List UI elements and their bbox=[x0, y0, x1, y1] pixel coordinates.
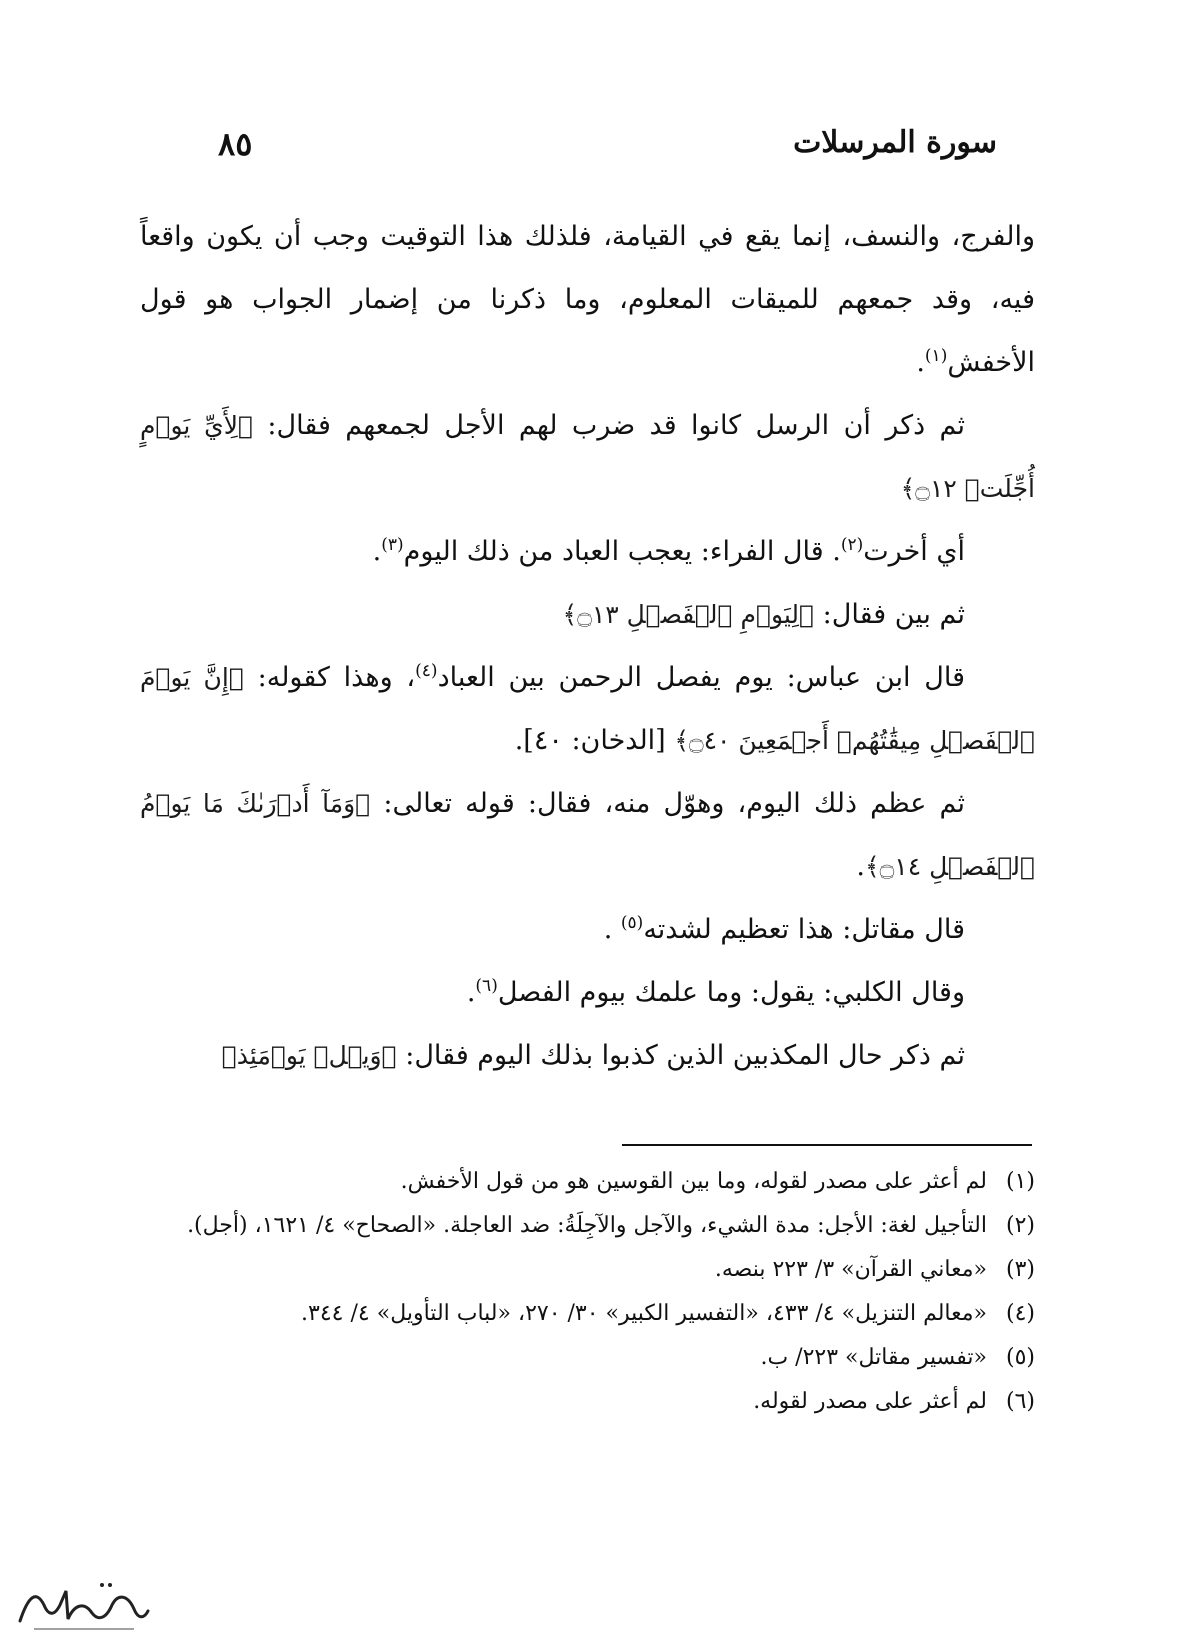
paragraph-text-mid: ، وهذا كقوله: bbox=[243, 662, 416, 693]
footnote-text: «معاني القرآن» ٣/ ٢٢٣ بنصه. bbox=[714, 1257, 987, 1282]
paragraph-8 bbox=[140, 961, 1035, 1024]
footnote-text: التأجيل لغة: الأجل: مدة الشيء، والآجل والآجِلَةُ: ضد العاجلة. «الصحاح» ٤/ ١٦٢١، (أجل). bbox=[187, 1213, 987, 1238]
footnote-ref: (٥) bbox=[620, 913, 644, 933]
footnote-6 bbox=[140, 1380, 1035, 1424]
paragraph-text: أي أخرت bbox=[863, 536, 965, 567]
paragraph-text-end: . bbox=[916, 347, 925, 378]
footnote-ref: (٦) bbox=[475, 976, 498, 996]
paragraph-text-end: . bbox=[856, 851, 865, 882]
page-number: ٨٥ bbox=[218, 125, 253, 163]
paragraph-3 bbox=[140, 520, 1035, 583]
quran-verse: ﴿إِنَّ يَوۡمَ ٱلۡفَصۡلِ مِيقَٰتُهُمۡ أَجۡمَعِينَ ۝٤٠﴾ bbox=[140, 663, 1035, 755]
paragraph-6 bbox=[140, 772, 1035, 898]
paragraph-text-end: . bbox=[372, 536, 382, 567]
paragraph-text-mid: . قال الفراء: يعجب العباد من ذلك اليوم bbox=[403, 536, 841, 567]
quran-verse: ﴿لِأَيِّ يَوۡمٍ أُجِّلَتۡ ۝١٢﴾ bbox=[140, 411, 1035, 503]
quran-verse: ﴿لِيَوۡمِ ٱلۡفَصۡلِ ۝١٣﴾ bbox=[562, 600, 815, 629]
footnote-number: (٦) bbox=[1005, 1389, 1035, 1414]
footnote-5 bbox=[140, 1336, 1035, 1380]
footnotes bbox=[140, 1160, 1035, 1424]
body-text bbox=[140, 205, 1035, 1087]
footnote-3 bbox=[140, 1248, 1035, 1292]
page-header bbox=[0, 125, 1185, 175]
publisher-logo-icon bbox=[14, 1575, 154, 1635]
paragraph-text: قال ابن عباس: يوم يفصل الرحمن بين العباد bbox=[437, 662, 966, 693]
paragraph-9 bbox=[140, 1024, 1035, 1087]
footnote-number: (٥) bbox=[1005, 1345, 1035, 1370]
footnote-text: لم أعثر على مصدر لقوله. bbox=[753, 1389, 987, 1414]
paragraph-text-end: . bbox=[603, 914, 621, 945]
footnote-text: «معالم التنزيل» ٤/ ٤٣٣، «التفسير الكبير» ٣٠/ ٢٧٠، «لباب التأويل» ٤/ ٣٤٤. bbox=[301, 1301, 987, 1326]
footnote-number: (١) bbox=[1005, 1169, 1035, 1194]
footnote-ref: (١) bbox=[924, 346, 948, 366]
footnote-2 bbox=[140, 1204, 1035, 1248]
paragraph-7 bbox=[140, 898, 1035, 961]
footnote-1 bbox=[140, 1160, 1035, 1204]
paragraph-text-end: . bbox=[466, 977, 476, 1008]
footnote-number: (٣) bbox=[1005, 1257, 1035, 1282]
quran-verse: ﴿وَيۡلٞ يَوۡمَئِذٖ bbox=[221, 1041, 397, 1070]
paragraph-text: ثم ذكر حال المكذبين الذين كذبوا بذلك اليوم فقال: bbox=[396, 1040, 965, 1071]
quran-verse: ﴿وَمَآ أَدۡرَىٰكَ مَا يَوۡمُ ٱلۡفَصۡلِ ۝١٤﴾ bbox=[140, 789, 1035, 881]
footnote-divider bbox=[622, 1144, 1032, 1146]
paragraph-1 bbox=[140, 205, 1035, 394]
paragraph-text: ثم ذكر أن الرسل كانوا قد ضرب لهم الأجل لجمعهم فقال: bbox=[252, 410, 965, 441]
footnote-4 bbox=[140, 1292, 1035, 1336]
paragraph-4 bbox=[140, 583, 1035, 646]
footnote-number: (٤) bbox=[1005, 1301, 1035, 1326]
paragraph-2 bbox=[140, 394, 1035, 520]
paragraph-5 bbox=[140, 646, 1035, 772]
running-title: سورة المرسلات bbox=[793, 125, 997, 160]
footnote-ref: (٤) bbox=[415, 661, 438, 681]
footnote-text: «تفسير مقاتل» ٢٢٣/ ب. bbox=[760, 1345, 987, 1370]
paragraph-text: ثم بين فقال: bbox=[814, 599, 965, 630]
footnote-text: لم أعثر على مصدر لقوله، وما بين القوسين هو من قول الأخفش. bbox=[400, 1169, 987, 1194]
paragraph-text: وقال الكلبي: يقول: وما علمك بيوم الفصل bbox=[497, 977, 965, 1008]
paragraph-text: ثم عظم ذلك اليوم، وهوّل منه، فقال: قوله تعالى: bbox=[370, 788, 966, 819]
footnote-ref: (٣) bbox=[381, 535, 404, 555]
paragraph-text-end: [الدخان: ٤٠]. bbox=[514, 725, 675, 756]
footnote-number: (٢) bbox=[1005, 1213, 1035, 1238]
footnote-ref: (٢) bbox=[840, 535, 864, 555]
paragraph-text: قال مقاتل: هذا تعظيم لشدته bbox=[643, 914, 965, 945]
paragraph-text: والفرج، والنسف، إنما يقع في القيامة، فلذلك هذا التوقيت وجب أن يكون واقعاً فيه، وقد جمعهم للميقات المعلوم، وما ذكرنا من إضمار الجواب هو قول الأخفش bbox=[140, 221, 1035, 378]
